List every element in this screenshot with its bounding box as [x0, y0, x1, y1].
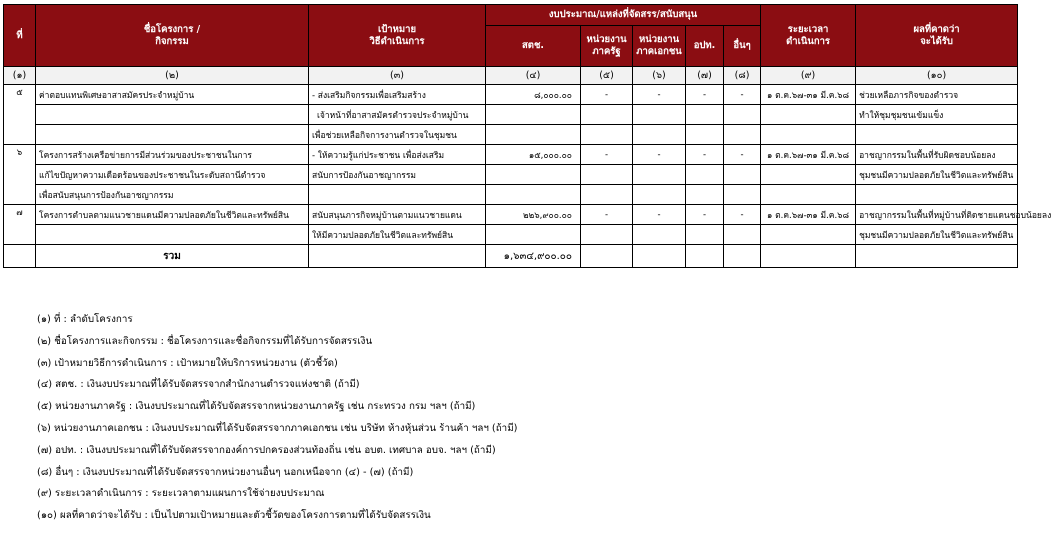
total-row: [4, 245, 1018, 268]
header-budget-gov: [581, 26, 633, 67]
budget-local: -: [686, 145, 724, 165]
header-budget-private: [633, 26, 686, 67]
table-row: [4, 205, 1018, 225]
legend-notes: [37, 312, 517, 530]
goal-text: [309, 185, 486, 205]
expected-result: ชุมชนมีความปลอดภัยในชีวิตและทรัพย์สิน: [856, 165, 1018, 185]
note-item: (๑) ที่ : ลำดับโครงการ: [37, 314, 133, 325]
goal-text: ให้มีความปลอดภัยในชีวิตและทรัพย์สิน: [309, 225, 486, 245]
period: ๑ ต.ค.๖๗-๓๑ มี.ค.๖๘: [761, 205, 856, 225]
budget-local: -: [686, 205, 724, 225]
note-item: (๓) เป้าหมายวิธีการดำเนินการ : เป้าหมายให้บริการหน่วยงาน (ตัวชี้วัด): [37, 357, 338, 369]
table-row: [4, 105, 1018, 125]
expected-result: [856, 125, 1018, 145]
goal-text: เพื่อช่วยเหลือกิจการงานตำรวจในชุมชน: [309, 125, 486, 145]
header-budget-gov-line1: หน่วยงาน: [586, 34, 627, 45]
row-number: ๕: [4, 85, 36, 145]
header-budget-police: สตช.: [486, 26, 581, 67]
header-goal-line1: เป้าหมาย: [377, 23, 417, 35]
column-number: (๑๐): [856, 67, 1018, 85]
note-item: (๒) ชื่อโครงการและกิจกรรม : ชื่อโครงการและชื่อกิจกรรมที่ได้รับการจัดสรรเงิน: [37, 335, 373, 347]
header-budget-other: อื่นๆ: [724, 26, 761, 67]
budget-private: -: [633, 85, 686, 105]
project-name: แก้ไขปัญหาความเดือดร้อนของประชาชนในระดับสถานีตำรวจ: [36, 165, 309, 185]
header-budget-group: งบประมาณ/แหล่งที่จัดสรร/สนับสนุน: [486, 5, 761, 26]
project-name: [36, 105, 309, 125]
note-item: (๔) สตช. : เงินงบประมาณที่ได้รับจัดสรรจากสำนักงานตำรวจแห่งชาติ (ถ้ามี): [37, 379, 360, 391]
column-number: (๖): [633, 67, 686, 85]
budget-police: ๒๒๖,๙๐๐.๐๐: [486, 205, 581, 225]
header-project-line2: กิจกรรม: [155, 35, 189, 47]
budget-private: -: [633, 145, 686, 165]
project-name: โครงการตำบลตามแนวชายแดนมีความปลอดภัยในชีวิตและทรัพย์สิน: [36, 205, 309, 225]
budget-gov: -: [581, 145, 633, 165]
row-number: ๖: [4, 145, 36, 205]
table-row: [4, 165, 1018, 185]
header-budget-gov-line2: ภาครัฐ: [592, 46, 621, 57]
table-row: [4, 185, 1018, 205]
column-number: (๑): [4, 67, 36, 85]
note-item: (๙) ระยะเวลาดำเนินการ : ระยะเวลาตามแผนการใช้จ่ายงบประมาณ: [37, 488, 325, 500]
expected-result: อาชญากรรมในพื้นที่รับผิดชอบน้อยลง: [856, 145, 1018, 165]
budget-other: -: [724, 205, 761, 225]
goal-text: - ให้ความรู้แก่ประชาชน เพื่อส่งเสริม: [309, 145, 486, 165]
budget-plan-table: [3, 4, 1051, 268]
table-row: [4, 125, 1018, 145]
budget-private: -: [633, 205, 686, 225]
expected-result: ช่วยเหลือภารกิจของตำรวจ: [856, 85, 1018, 105]
header-period-line1: ระยะเวลา: [787, 23, 829, 35]
goal-text: เจ้าหน้าที่อาสาสมัครตำรวจประจำหมู่บ้าน: [309, 105, 486, 125]
period: ๑ ต.ค.๖๗-๓๑ มี.ค.๖๘: [761, 145, 856, 165]
budget-other: -: [724, 85, 761, 105]
note-item: (๕) หน่วยงานภาครัฐ : เงินงบประมาณที่ได้รับจัดสรรจากหน่วยงานภาครัฐ เช่น กระทรวง กรม ฯลฯ (ถ้ามี): [37, 401, 476, 413]
header-goal-line2: วิธีดำเนินการ: [369, 35, 425, 47]
goal-text: - ส่งเสริมกิจกรรมเพื่อเสริมสร้าง: [309, 85, 486, 105]
note-item: (๘) อื่นๆ : เงินงบประมาณที่ได้รับจัดสรรจากหน่วยงานอื่นๆ นอกเหนือจาก (๔) - (๗) (ถ้ามี): [37, 466, 414, 478]
budget-gov: -: [581, 205, 633, 225]
row-number: ๗: [4, 205, 36, 245]
header-row-1: [4, 5, 1018, 26]
expected-result: ทำให้ชุมชุมชนเข้มแข็ง: [856, 105, 1018, 125]
project-name: [36, 225, 309, 245]
budget-gov: -: [581, 85, 633, 105]
column-number: (๒): [36, 67, 309, 85]
header-project-line1: ชื่อโครงการ /: [143, 23, 201, 35]
column-number: (๙): [761, 67, 856, 85]
total-value: ๑,๖๓๔,๙๐๐.๐๐: [486, 245, 581, 268]
period: ๑ ต.ค.๖๗-๓๑ มี.ค.๖๘: [761, 85, 856, 105]
table-row: [4, 85, 1018, 105]
header-result-line1: ผลที่คาดว่า: [913, 23, 960, 35]
expected-result: อาชญากรรมในพื้นที่หมู่บ้านที่ติดชายแดนชอบน้อยลง: [856, 205, 1018, 225]
header-period-line2: ดำเนินการ: [786, 35, 831, 47]
column-number: (๗): [686, 67, 724, 85]
header-project: [36, 5, 309, 67]
header-budget-private-line1: หน่วยงาน: [638, 34, 680, 45]
expected-result: [856, 185, 1018, 205]
column-number: (๓): [309, 67, 486, 85]
header-result-line2: จะได้รับ: [920, 35, 953, 47]
budget-police: ๑๕,๐๐๐.๐๐: [486, 145, 581, 165]
header-goal: [309, 5, 486, 67]
project-name: [36, 125, 309, 145]
column-number: (๕): [581, 67, 633, 85]
project-name: เพื่อสนับสนุนการป้องกันอาชญากรรม: [36, 185, 309, 205]
expected-result: ชุมชนมีความปลอดภัยในชีวิตและทรัพย์สิน: [856, 225, 1018, 245]
header-budget-local: อปท.: [686, 26, 724, 67]
table-row: [4, 145, 1018, 165]
project-name: ค่าตอบแทนพิเศษอาสาสมัครประจำหมู่บ้าน: [36, 85, 309, 105]
header-result: [856, 5, 1018, 67]
goal-text: สนับการป้องกันอาชญากรรม: [309, 165, 486, 185]
header-period: [761, 5, 856, 67]
note-item: (๑๐) ผลที่คาดว่าจะได้รับ : เป็นไปตามเป้าหมายและตัวชี้วัดของโครงการตามที่ได้รับจัดสรรเงิน: [37, 510, 431, 522]
note-item: (๖) หน่วยงานภาคเอกชน : เงินงบประมาณที่ได้รับจัดสรรจากภาคเอกชน เช่น บริษัท ห้างหุ้นส่วน ร้านค้า ฯลฯ (ถ้ามี): [37, 422, 518, 434]
header-no: ที่: [4, 5, 36, 67]
note-item: (๗) อปท. : เงินงบประมาณที่ได้รับจัดสรรจากองค์การปกครองส่วนท้องถิ่น เช่น อบต. เทศบาล อบจ. ฯลฯ (ถ้ามี): [37, 444, 496, 456]
project-name: โครงการสร้างเครือข่ายการมีส่วนร่วมของประชาชนในการ: [36, 145, 309, 165]
column-number: (๔): [486, 67, 581, 85]
goal-text: สนับสนุนภารกิจหมู่บ้านตามแนวชายแดน: [309, 205, 486, 225]
column-number-row: [4, 67, 1018, 85]
budget-police: ๘,๐๐๐.๐๐: [486, 85, 581, 105]
budget-other: -: [724, 145, 761, 165]
total-label: รวม: [36, 245, 309, 268]
header-budget-private-line2: ภาคเอกชน: [636, 46, 682, 57]
table-row: [4, 225, 1018, 245]
budget-local: -: [686, 85, 724, 105]
column-number: (๘): [724, 67, 761, 85]
